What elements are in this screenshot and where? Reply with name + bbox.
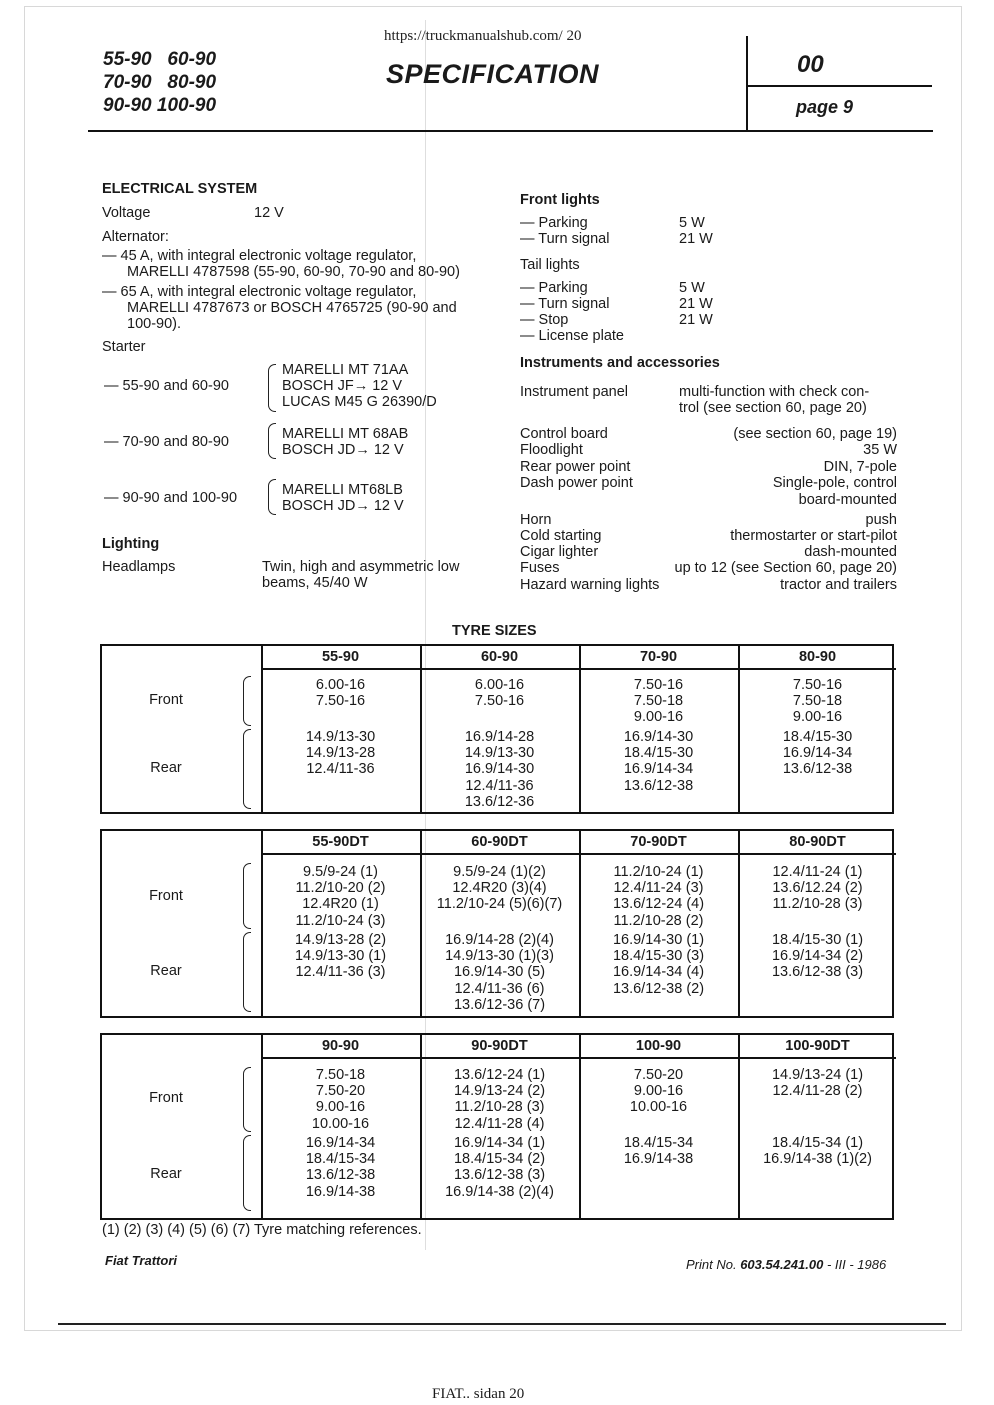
- starter-label: Starter: [102, 339, 146, 355]
- tyre-size: 12.4R20 (1): [302, 896, 379, 913]
- table-header: 80-90DT: [789, 834, 846, 850]
- instruments-heading: Instruments and accessories: [520, 355, 720, 371]
- tyre-size: 16.9/14-30: [464, 761, 535, 778]
- rear-label: Rear: [150, 760, 182, 776]
- tyre-size: 13.6/12-38 (3): [771, 964, 864, 981]
- tail-light-label: — Stop: [520, 312, 569, 328]
- alternator-line: MARELLI 4787673 or BOSCH 4765725 (90-90 and: [127, 300, 457, 316]
- tyre-size: 7.50-16: [315, 693, 366, 710]
- tail-light-value: 21 W: [679, 296, 713, 312]
- starter-models: — 70-90 and 80-90: [104, 434, 229, 450]
- tyre-size: 11.2/10-24 (3): [295, 912, 386, 929]
- lighting-heading: Lighting: [102, 536, 160, 552]
- alternator-line: — 65 A, with integral electronic voltage regulator,: [102, 284, 417, 300]
- tyre-size: 7.50-18: [633, 693, 684, 710]
- page-caption: FIAT.. sidan 20: [432, 1386, 525, 1402]
- instrument-value: DIN, 7-pole: [823, 459, 897, 475]
- tyre-size: 13.6/12-38 (2): [612, 980, 705, 997]
- tyre-size: 16.9/14-38: [623, 1151, 694, 1168]
- tyre-size: 13.6/12-24 (1): [453, 1067, 546, 1083]
- tyre-size: 18.4/15-30 (1): [771, 932, 864, 948]
- table-column-rule: [738, 831, 740, 1016]
- starter-item: MARELLI MT68LB: [282, 482, 403, 498]
- brace-icon: [243, 1067, 251, 1132]
- tyre-size: 12.4/11-36 (3): [295, 964, 386, 981]
- tyre-size: 16.9/14-28 (2)(4): [445, 932, 554, 948]
- tyre-size: 11.2/10-24 (5)(6)(7): [436, 896, 563, 913]
- front-label: Front: [149, 1090, 183, 1106]
- tyre-size: 9.00-16: [792, 709, 843, 726]
- instrument-value: board-mounted: [798, 492, 897, 508]
- company-name: Fiat Trattori: [105, 1253, 177, 1268]
- instrument-panel-value: trol (see section 60, page 20): [679, 400, 867, 416]
- brace-icon: [268, 364, 276, 412]
- instrument-value: push: [865, 512, 897, 528]
- tyre-size: 18.4/15-34: [623, 1135, 694, 1151]
- tyre-table: [100, 829, 894, 1018]
- tyre-size: 6.00-16: [315, 677, 366, 693]
- table-header: 70-90: [639, 649, 678, 665]
- brace-icon: [243, 676, 251, 726]
- header-divider: [748, 85, 932, 87]
- instrument-value: dash-mounted: [804, 544, 897, 560]
- front-light-label: — Turn signal: [520, 231, 610, 247]
- model-line: 70-90 80-90: [103, 72, 217, 93]
- tyre-size: 16.9/14-28: [464, 729, 535, 745]
- tyre-size: 9.5/9-24 (1)(2): [453, 864, 546, 880]
- tyre-size: 13.6/12-38: [782, 761, 853, 778]
- headlamps-value: Twin, high and asymmetric low: [262, 559, 460, 575]
- front-light-value: 21 W: [679, 231, 713, 247]
- tyre-table: [100, 1033, 894, 1220]
- model-list: [103, 48, 216, 117]
- tyre-size: 13.6/12-38: [623, 777, 694, 794]
- table-column-rule: [738, 1035, 740, 1218]
- table-header: 55-90: [321, 649, 360, 665]
- tail-light-value: 21 W: [679, 312, 713, 328]
- print-code: 603.54.241.00: [740, 1257, 824, 1272]
- header-rule: [88, 130, 933, 132]
- header-divider: [746, 36, 748, 131]
- tyre-size: 13.6/12-38: [305, 1167, 376, 1184]
- page-title: SPECIFICATION: [386, 59, 600, 89]
- page-number: page 9: [796, 97, 854, 117]
- tyre-size: 11.2/10-28 (2): [613, 912, 704, 929]
- tyre-size: 11.2/10-20 (2): [295, 880, 386, 897]
- tyre-size: 16.9/14-30: [623, 729, 694, 745]
- tyre-size: 14.9/13-30 (1): [294, 948, 387, 965]
- tyre-size: 16.9/14-34 (4): [612, 964, 705, 981]
- table-header: 55-90DT: [312, 834, 369, 850]
- tyre-size: 14.9/13-28 (2): [294, 932, 387, 948]
- instrument-label: Cigar lighter: [520, 544, 599, 560]
- instrument-label: Hazard warning lights: [520, 577, 660, 593]
- tyre-size: 16.9/14-34: [782, 745, 853, 762]
- front-light-label: — Parking: [520, 215, 588, 231]
- front-label: Front: [149, 888, 183, 904]
- tyre-size: 7.50-20: [315, 1083, 366, 1100]
- print-prefix: Print No.: [686, 1257, 741, 1272]
- tyre-size: 9.00-16: [633, 709, 684, 726]
- instrument-value: tractor and trailers: [780, 577, 897, 593]
- tyre-size: 12.4/11-36 (6): [454, 980, 545, 997]
- tyre-size: 18.4/15-30: [782, 729, 853, 745]
- print-suffix: - III - 1986: [823, 1257, 887, 1272]
- starter-item: LUCAS M45 G 26390/D: [282, 394, 437, 410]
- tyre-sizes-title: TYRE SIZES: [452, 623, 537, 639]
- tyre-size: 9.5/9-24 (1): [303, 864, 378, 880]
- tyre-size: 13.6/12-36: [464, 793, 535, 810]
- starter-item: BOSCH JD→ 12 V: [282, 498, 404, 514]
- headlamps-label: Headlamps: [102, 559, 176, 575]
- starter-item: BOSCH JD→ 12 V: [282, 442, 404, 458]
- starter-models: — 55-90 and 60-90: [104, 378, 229, 394]
- print-number: [686, 1257, 886, 1272]
- tyre-size: 13.6/12-24 (4): [612, 896, 705, 913]
- tyre-size: 16.9/14-34: [305, 1135, 376, 1151]
- section-number: 00: [797, 51, 824, 78]
- tyre-size: 12.4R20 (3)(4): [452, 880, 547, 897]
- brace-icon: [268, 479, 276, 515]
- voltage-value: 12 V: [254, 205, 284, 221]
- tyre-size: 12.4/11-28 (2): [772, 1083, 863, 1100]
- electrical-heading: ELECTRICAL SYSTEM: [102, 181, 258, 197]
- table-header: 100-90: [635, 1038, 682, 1054]
- alternator-label: Alternator:: [102, 229, 169, 245]
- brace-icon: [243, 729, 251, 809]
- rear-label: Rear: [150, 1166, 182, 1182]
- tyre-size: 6.00-16: [474, 677, 525, 693]
- instrument-value: thermostarter or start-pilot: [730, 528, 897, 544]
- alternator-line: — 45 A, with integral electronic voltage regulator,: [102, 248, 417, 264]
- tyre-size: 14.9/13-30: [305, 729, 376, 745]
- table-header: 90-90DT: [471, 1038, 528, 1054]
- tyre-size: 18.4/15-30: [623, 745, 694, 762]
- tyre-size: 7.50-20: [633, 1067, 684, 1083]
- alternator-line: 100-90).: [127, 316, 182, 332]
- tyre-size: 7.50-16: [792, 677, 843, 693]
- model-line: 55-90 60-90: [103, 49, 217, 70]
- tyre-size: 18.4/15-34: [305, 1151, 376, 1168]
- instrument-panel-value: multi-function with check con-: [679, 384, 870, 400]
- tail-light-label: — License plate: [520, 328, 624, 344]
- tyre-size: 13.6/12.24 (2): [772, 880, 863, 897]
- tyre-size: 9.00-16: [633, 1083, 684, 1100]
- tyre-size: 16.9/14-30 (1): [612, 932, 705, 948]
- tyre-size: 16.9/14-38 (1)(2): [763, 1151, 872, 1168]
- brace-icon: [243, 863, 251, 929]
- front-lights-heading: Front lights: [520, 192, 600, 208]
- headlamps-value: beams, 45/40 W: [262, 575, 368, 591]
- tyre-size: 16.9/14-38: [305, 1183, 376, 1200]
- tyre-size: 18.4/15-34 (2): [453, 1151, 546, 1168]
- table-header: 60-90DT: [471, 834, 528, 850]
- rear-label: Rear: [150, 963, 182, 979]
- footnote: (1) (2) (3) (4) (5) (6) (7) Tyre matching references.: [102, 1222, 422, 1238]
- tyre-size: 11.2/10-28 (3): [772, 896, 863, 913]
- tyre-size: 16.9/14-34 (1): [453, 1135, 546, 1151]
- tyre-size: 14.9/13-30: [464, 745, 535, 762]
- instrument-label: Fuses: [520, 560, 560, 576]
- tyre-size: 14.9/13-24 (2): [453, 1083, 546, 1100]
- tyre-size: 18.4/15-30 (3): [612, 948, 705, 965]
- tyre-size: 12.4/11-24 (3): [613, 880, 704, 897]
- starter-item: BOSCH JF→ 12 V: [282, 378, 403, 394]
- tyre-size: 12.4/11-36: [306, 761, 375, 778]
- tyre-size: 7.50-16: [474, 693, 525, 710]
- instrument-label: Rear power point: [520, 459, 631, 475]
- tyre-size: 18.4/15-34 (1): [771, 1135, 864, 1151]
- voltage-label: Voltage: [102, 205, 151, 221]
- instrument-label: Dash power point: [520, 475, 633, 491]
- tail-light-value: 5 W: [679, 280, 705, 296]
- tyre-size: 7.50-18: [792, 693, 843, 710]
- tyre-size: 12.4/11-36: [465, 777, 534, 794]
- tyre-size: 12.4/11-24 (1): [772, 864, 863, 880]
- starter-models: — 90-90 and 100-90: [104, 490, 238, 506]
- front-label: Front: [149, 692, 183, 708]
- tyre-size: 13.6/12-36 (7): [453, 996, 546, 1013]
- tyre-size: 12.4/11-28 (4): [454, 1115, 545, 1132]
- starter-item: MARELLI MT 68AB: [282, 426, 409, 442]
- table-column-rule: [579, 1035, 581, 1218]
- tyre-size: 10.00-16: [311, 1115, 370, 1132]
- tyre-size: 16.9/14-30 (5): [453, 964, 546, 981]
- table-header: 100-90DT: [785, 1038, 850, 1054]
- tyre-size: 13.6/12-38 (3): [453, 1167, 546, 1184]
- brace-icon: [268, 423, 276, 459]
- tail-light-label: — Parking: [520, 280, 588, 296]
- alternator-line: MARELLI 4787598 (55-90, 60-90, 70-90 and 80-90): [127, 264, 460, 280]
- tyre-size: 16.9/14-38 (2)(4): [445, 1183, 554, 1200]
- table-header: 80-90: [798, 649, 837, 665]
- instrument-value: (see section 60, page 19): [733, 426, 897, 442]
- instrument-panel-label: Instrument panel: [520, 384, 629, 400]
- tyre-size: 16.9/14-34: [623, 761, 694, 778]
- tyre-size: 14.9/13-24 (1): [771, 1067, 864, 1083]
- table-header: 90-90: [321, 1038, 360, 1054]
- instrument-label: Cold starting: [520, 528, 602, 544]
- tyre-size: 14.9/13-28: [305, 745, 376, 762]
- instrument-value: 35 W: [863, 442, 897, 458]
- tyre-size: 11.2/10-28 (3): [454, 1099, 545, 1116]
- tyre-size: 14.9/13-30 (1)(3): [445, 948, 554, 965]
- instrument-label: Horn: [520, 512, 552, 528]
- tyre-size: 16.9/14-34 (2): [771, 948, 864, 965]
- source-url[interactable]: https://truckmanualshub.com/ 20: [384, 28, 582, 44]
- tyre-size: 9.00-16: [315, 1099, 366, 1116]
- instrument-label: Control board: [520, 426, 608, 442]
- brace-icon: [243, 932, 251, 1012]
- instrument-value: Single-pole, control: [772, 475, 897, 491]
- instrument-label: Floodlight: [520, 442, 583, 458]
- tyre-size: 11.2/10-24 (1): [613, 864, 704, 880]
- starter-item: MARELLI MT 71AA: [282, 362, 409, 378]
- table-header: 70-90DT: [630, 834, 687, 850]
- front-light-value: 5 W: [679, 215, 705, 231]
- model-line: 90-90 100-90: [103, 95, 217, 116]
- tyre-table: [100, 644, 894, 814]
- tail-light-label: — Turn signal: [520, 296, 610, 312]
- tyre-size: 7.50-18: [315, 1067, 366, 1083]
- instrument-value: up to 12 (see Section 60, page 20): [674, 560, 897, 576]
- tyre-size: 7.50-16: [633, 677, 684, 693]
- tyre-size: 10.00-16: [629, 1099, 688, 1116]
- brace-icon: [243, 1135, 251, 1211]
- bottom-rule: [58, 1323, 946, 1325]
- table-header: 60-90: [480, 649, 519, 665]
- tail-lights-heading: Tail lights: [520, 257, 580, 273]
